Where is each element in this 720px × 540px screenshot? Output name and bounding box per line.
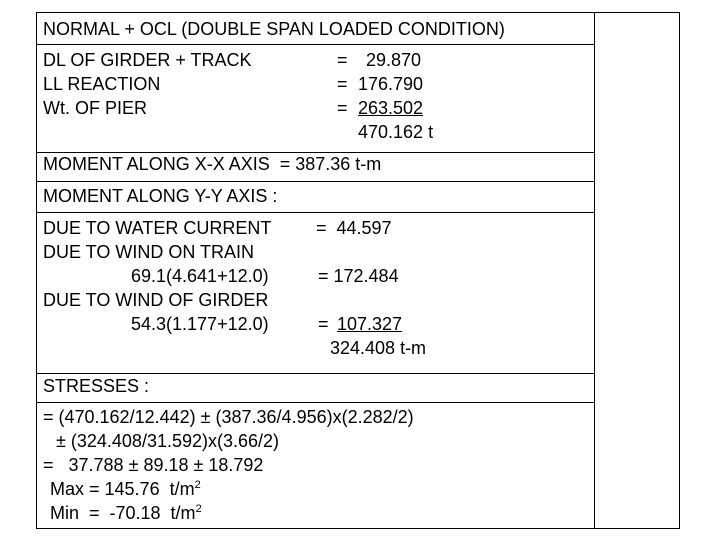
wind-girder-label: DUE TO WIND OF GIRDER (43, 290, 269, 310)
load-label-pier: Wt. OF PIER (43, 98, 148, 118)
row-divider (37, 44, 594, 45)
wind-girder-value: 107.327 (337, 314, 403, 334)
table-header: NORMAL + OCL (DOUBLE SPAN LOADED CONDITION) (43, 19, 505, 39)
stress-line-2: ± (324.408/31.592)x(3.66/2) (56, 431, 280, 451)
moment-yy-total: 324.408 t-m (330, 338, 427, 358)
load-value-pier: 263.502 (358, 98, 424, 118)
wind-girder-eq: = (318, 314, 329, 334)
row-divider (37, 212, 594, 213)
water-current-value: = 44.597 (316, 218, 392, 238)
load-eq-ll: = (337, 74, 348, 94)
moment-xx: MOMENT ALONG X-X AXIS = 387.36 t-m (43, 154, 382, 174)
wind-train-label: DUE TO WIND ON TRAIN (43, 242, 255, 262)
stresses-title: STRESSES : (43, 376, 150, 396)
water-current-label: DUE TO WATER CURRENT (43, 218, 272, 238)
load-value-dl: 29.870 (366, 50, 422, 70)
wind-girder-expression: 54.3(1.177+12.0) (131, 314, 269, 334)
wind-train-value: = 172.484 (318, 266, 399, 286)
row-divider (37, 181, 594, 182)
stress-max (50, 477, 201, 501)
stress-line-1: = (470.162/12.442) ± (387.36/4.956)x(2.282/2) (43, 407, 414, 427)
load-value-ll: 176.790 (358, 74, 424, 94)
stress-min-text: Min = -70.18 t/m (50, 503, 196, 523)
stress-min (50, 501, 202, 525)
column-divider (594, 13, 595, 528)
load-eq-pier: = (337, 98, 348, 118)
stress-min-exponent: 2 (195, 503, 202, 515)
load-total: 470.162 t (358, 122, 434, 142)
load-eq-dl: = (337, 50, 348, 70)
moment-yy-title: MOMENT ALONG Y-Y AXIS : (43, 186, 278, 206)
stress-max-text: Max = 145.76 t/m (50, 479, 195, 499)
stress-max-exponent: 2 (194, 479, 201, 491)
load-label-dl: DL OF GIRDER + TRACK (43, 50, 252, 70)
stress-line-3: = 37.788 ± 89.18 ± 18.792 (43, 455, 264, 475)
load-label-ll: LL REACTION (43, 74, 161, 94)
wind-train-expression: 69.1(4.641+12.0) (131, 266, 269, 286)
row-divider (37, 402, 594, 403)
